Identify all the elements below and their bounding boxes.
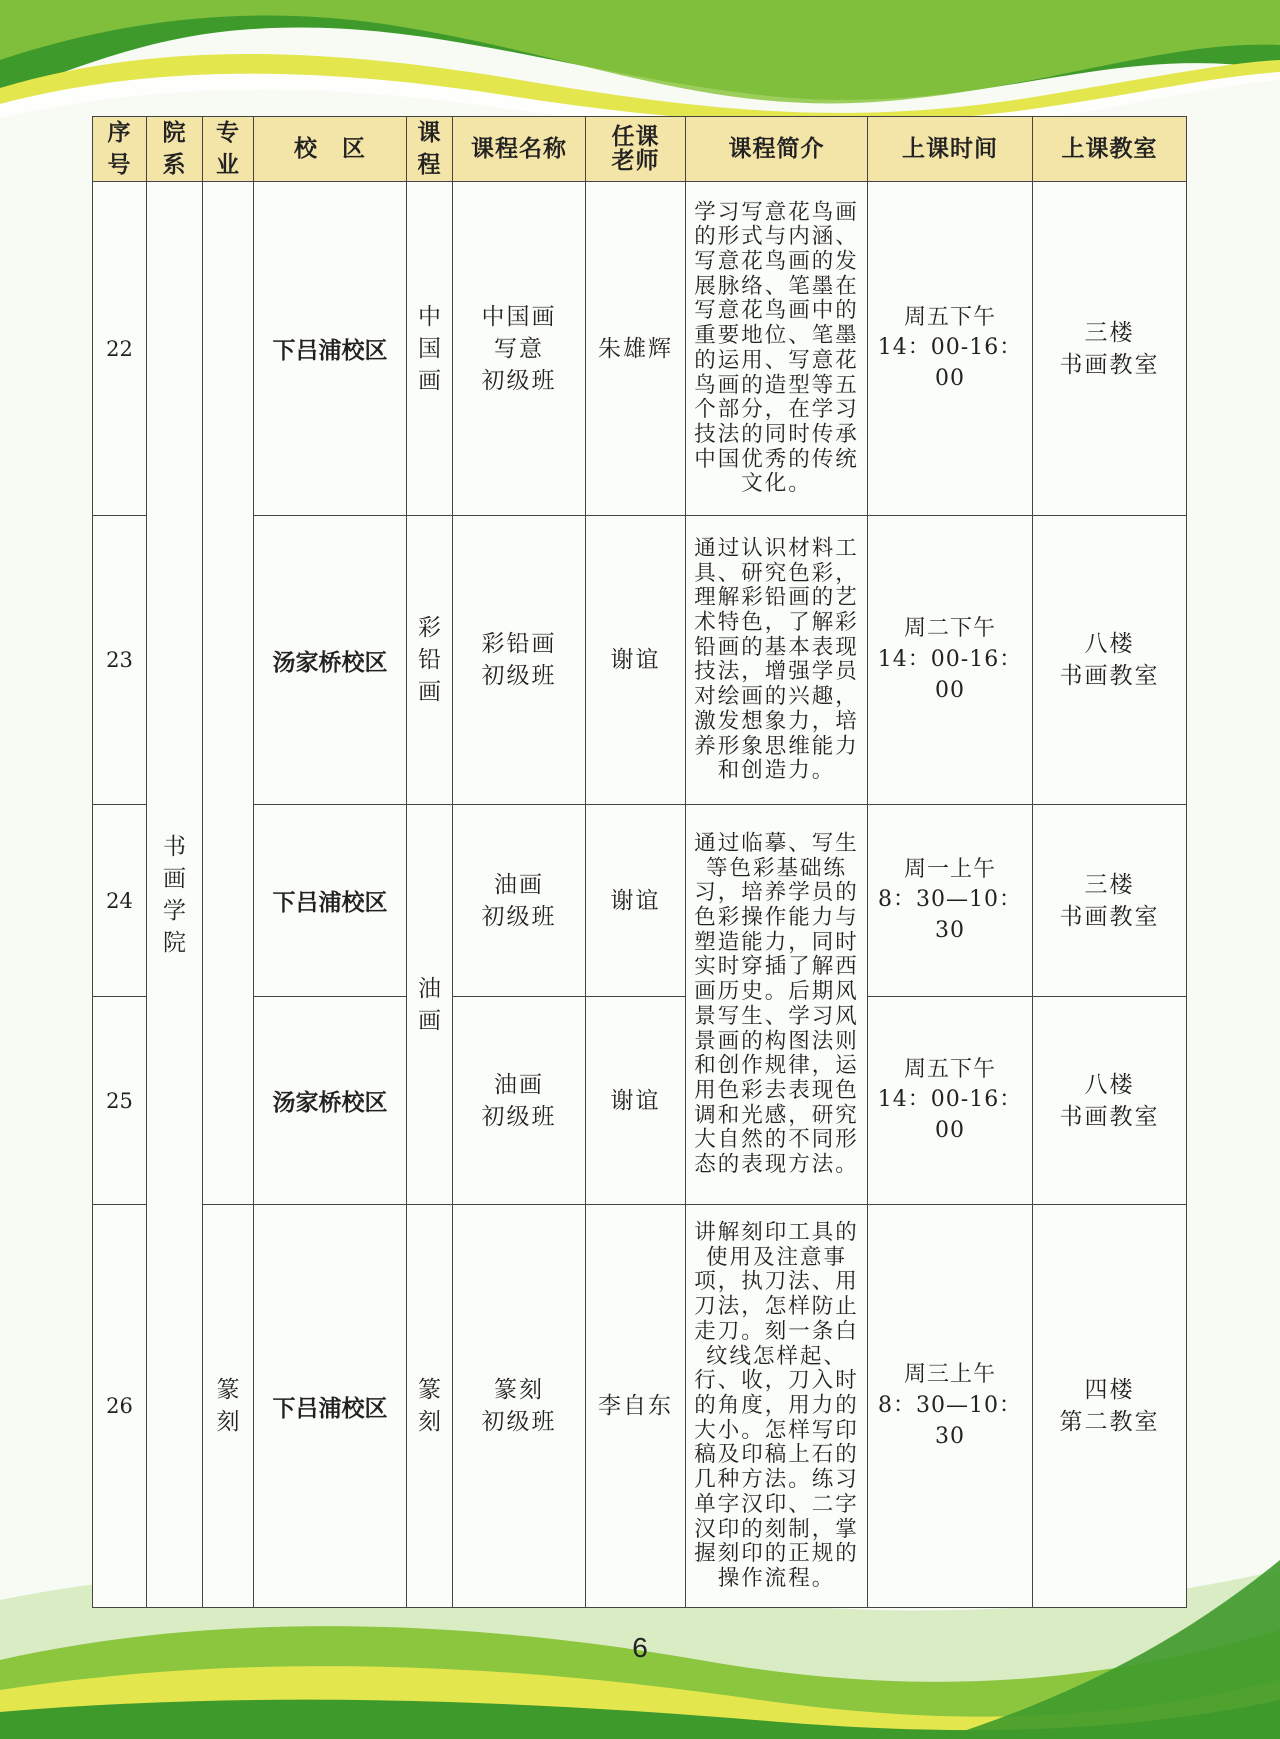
time-cell: 周五下午 14：00-16：00 bbox=[868, 997, 1033, 1205]
intro-cell: 通过认识材料工具、研究色彩，理解彩铅画的艺术特色，了解彩铅画的基本表现技法，增强学员对绘画的兴趣，激发想象力，培养形象思维能力和创造力。 bbox=[686, 516, 868, 805]
teacher-cell: 谢谊 bbox=[586, 997, 686, 1205]
room-cell: 三楼 书画教室 bbox=[1033, 805, 1187, 997]
header-college: 院系 bbox=[147, 117, 203, 182]
intro-cell: 学习写意花鸟画的形式与内涵、写意花鸟画的发展脉络、笔墨在写意花鸟画中的重要地位、笔墨的运用、写意花鸟画的造型等五个部分，在学习技法的同时传承中国优秀的传统文化。 bbox=[686, 182, 868, 516]
header-course-name: 课程名称 bbox=[453, 117, 586, 182]
course-schedule-table bbox=[92, 116, 1187, 1608]
page-number: 6 bbox=[632, 1632, 648, 1663]
major-cell-empty bbox=[203, 182, 254, 1205]
teacher-cell: 谢谊 bbox=[586, 516, 686, 805]
teacher-cell: 谢谊 bbox=[586, 805, 686, 997]
time-cell: 周三上午 8：30—10：30 bbox=[868, 1205, 1033, 1608]
seq-cell: 26 bbox=[93, 1205, 147, 1608]
course-name-cell: 油画 初级班 bbox=[453, 805, 586, 997]
major-cell: 篆刻 bbox=[203, 1205, 254, 1608]
time-cell: 周一上午 8：30—10：30 bbox=[868, 805, 1033, 997]
intro-cell-oil: 通过临摹、写生等色彩基础练习，培养学员的色彩操作能力与塑造能力，同时实时穿插了解西画历史。后期风景写生、学习风景画的构图法则和创作规律，运用色彩去表现色调和光感，研究大自然的不同形态的表现方法。 bbox=[686, 805, 868, 1205]
course-cell: 中国画 bbox=[407, 182, 453, 516]
course-name-cell: 篆刻 初级班 bbox=[453, 1205, 586, 1608]
header-row bbox=[93, 117, 1187, 182]
course-cell: 油画 bbox=[407, 805, 453, 1205]
course-cell: 彩铅画 bbox=[407, 516, 453, 805]
campus-cell: 汤家桥校区 bbox=[254, 516, 407, 805]
college-cell: 书画学院 bbox=[147, 182, 203, 1608]
campus-cell: 下吕浦校区 bbox=[254, 1205, 407, 1608]
header-room: 上课教室 bbox=[1033, 117, 1187, 182]
header-intro: 课程简介 bbox=[686, 117, 868, 182]
time-cell: 周二下午 14：00-16：00 bbox=[868, 516, 1033, 805]
header-major: 专业 bbox=[203, 117, 254, 182]
header-time: 上课时间 bbox=[868, 117, 1033, 182]
header-seq: 序号 bbox=[93, 117, 147, 182]
table-row bbox=[93, 516, 1187, 805]
campus-cell: 汤家桥校区 bbox=[254, 997, 407, 1205]
course-cell: 篆刻 bbox=[407, 1205, 453, 1608]
table-row bbox=[93, 805, 1187, 997]
seq-cell: 24 bbox=[93, 805, 147, 997]
teacher-cell: 李自东 bbox=[586, 1205, 686, 1608]
time-cell: 周五下午 14：00-16：00 bbox=[868, 182, 1033, 516]
seq-cell: 22 bbox=[93, 182, 147, 516]
campus-cell: 下吕浦校区 bbox=[254, 182, 407, 516]
teacher-cell: 朱雄辉 bbox=[586, 182, 686, 516]
table-row bbox=[93, 182, 1187, 516]
intro-cell: 讲解刻印工具的使用及注意事项，执刀法、用刀法，怎样防止走刀。刻一条白纹线怎样起、行、收，刀入时的角度，用力的大小。怎样写印稿及印稿上石的几种方法。练习单字汉印、二字汉印的刻制，掌握刻印的正规的操作流程。 bbox=[686, 1205, 868, 1608]
table-row bbox=[93, 1205, 1187, 1608]
header-campus: 校 区 bbox=[254, 117, 407, 182]
table-row bbox=[93, 997, 1187, 1205]
course-name-cell: 彩铅画 初级班 bbox=[453, 516, 586, 805]
course-name-cell: 中国画 写意 初级班 bbox=[453, 182, 586, 516]
header-teacher: 任课老师 bbox=[586, 117, 686, 182]
course-name-cell: 油画 初级班 bbox=[453, 997, 586, 1205]
seq-cell: 23 bbox=[93, 516, 147, 805]
campus-cell: 下吕浦校区 bbox=[254, 805, 407, 997]
room-cell: 八楼 书画教室 bbox=[1033, 997, 1187, 1205]
room-cell: 八楼 书画教室 bbox=[1033, 516, 1187, 805]
room-cell: 三楼 书画教室 bbox=[1033, 182, 1187, 516]
seq-cell: 25 bbox=[93, 997, 147, 1205]
header-course: 课程 bbox=[407, 117, 453, 182]
room-cell: 四楼 第二教室 bbox=[1033, 1205, 1187, 1608]
